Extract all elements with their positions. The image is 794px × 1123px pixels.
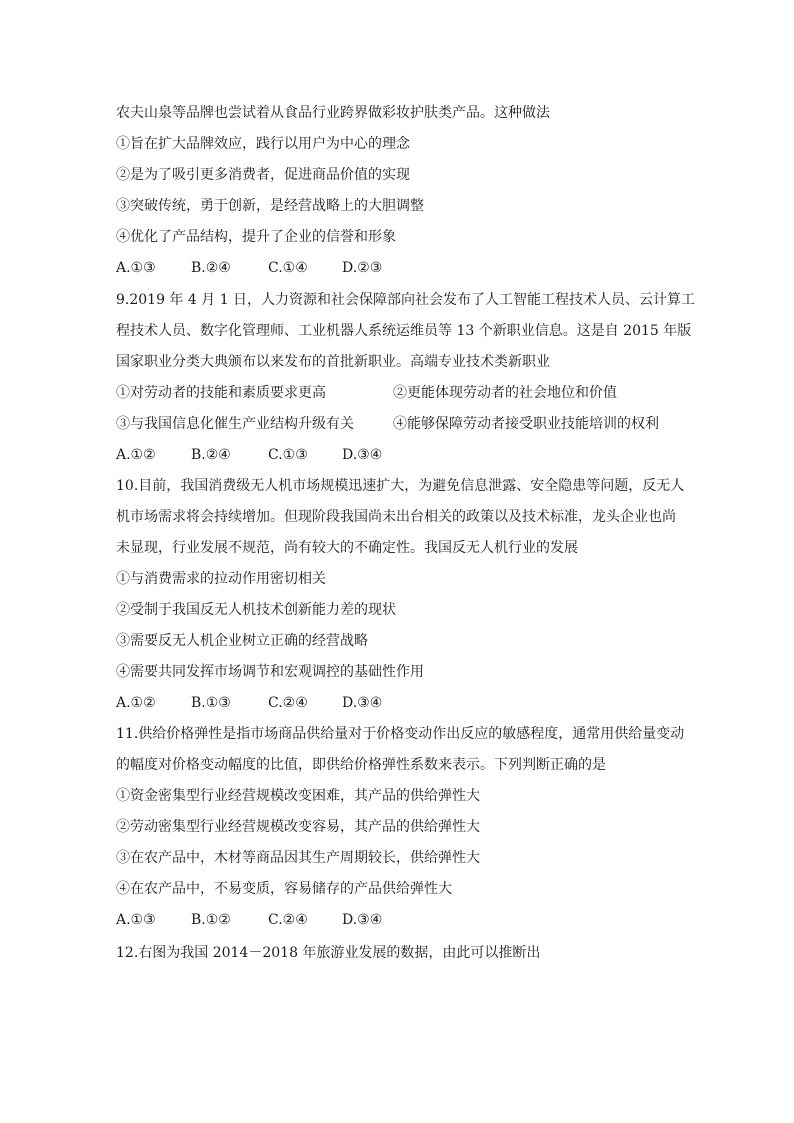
q10-option-a: A.①②: [116, 695, 156, 711]
q10-options: [116, 693, 382, 713]
q9-item-3: ③与我国信息化催生产业结构升级有关: [116, 416, 354, 432]
q9-option-b: B.②④: [191, 447, 231, 463]
q9-item-1: ①对劳动者的技能和素质要求更高: [116, 385, 326, 401]
q9-options: [116, 445, 382, 465]
q8-option-b: B.②④: [191, 260, 231, 276]
q10-stem-line-3: 未显现，行业发展不规范，尚有较大的不确定性。我国反无人机行业的发展: [116, 540, 578, 556]
q10-stem-line-2: 机市场需求将会持续增加。但现阶段我国尚未出台相关的政策以及技术标准，龙头企业也尚: [116, 509, 676, 525]
q9-option-c: C.①③: [268, 447, 308, 463]
q11-item-4: ④在农产品中，不易变质，容易储存的产品供给弹性大: [116, 881, 452, 897]
q10-option-b: B.①③: [191, 695, 231, 711]
q11-option-c: C.②④: [268, 912, 308, 928]
q8-option-d: D.②③: [342, 260, 383, 276]
q8-option-c: C.①④: [268, 260, 308, 276]
q11-item-3: ③在农产品中，木材等商品因其生产周期较长，供给弹性大: [116, 850, 480, 866]
q8-option-a: A.①③: [116, 260, 156, 276]
q9-stem-line-3: 国家职业分类大典颁布以来发布的首批新职业。高端专业技术类新职业: [116, 354, 550, 370]
q8-item-4: ④优化了产品结构，提升了企业的信誉和形象: [116, 229, 396, 245]
q10-option-c: C.②④: [268, 695, 308, 711]
q10-item-2: ②受制于我国反无人机技术创新能力差的现状: [116, 602, 396, 618]
q11-options: [116, 910, 382, 930]
q10-item-4: ④需要共同发挥市场调节和宏观调控的基础性作用: [116, 664, 424, 680]
q8-stem: 农夫山泉等品牌也尝试着从食品行业跨界做彩妆护肤类产品。这种做法: [116, 105, 550, 121]
q9-item-4: ④能够保障劳动者接受职业技能培训的权利: [393, 416, 659, 432]
q9-option-d: D.③④: [342, 447, 383, 463]
q9-items-row-1: [116, 383, 617, 403]
q8-options: [116, 258, 382, 278]
q10-item-3: ③需要反无人机企业树立正确的经营战略: [116, 633, 368, 649]
q11-item-2: ②劳动密集型行业经营规模改变容易，其产品的供给弹性大: [116, 819, 480, 835]
q11-item-1: ①资金密集型行业经营规模改变困难，其产品的供给弹性大: [116, 788, 480, 804]
q12-stem: 12.右图为我国 2014－2018 年旅游业发展的数据，由此可以推断出: [116, 945, 541, 961]
q10-stem-line-1: 10.目前，我国消费级无人机市场规模迅速扩大，为避免信息泄露、安全隐患等问题，反无人: [116, 478, 685, 494]
q10-item-1: ①与消费需求的拉动作用密切相关: [116, 571, 326, 587]
q9-stem-line-2: 程技术人员、数字化管理师、工业机器人系统运维员等 13 个新职业信息。这是自 2015 年版: [116, 323, 692, 339]
q11-stem-line-1: 11.供给价格弹性是指市场商品供给量对于价格变动作出反应的敏感程度，通常用供给量变动: [116, 726, 685, 742]
q11-option-d: D.③④: [342, 912, 383, 928]
q8-item-1: ①旨在扩大品牌效应，践行以用户为中心的理念: [116, 136, 410, 152]
q8-item-3: ③突破传统，勇于创新，是经营战略上的大胆调整: [116, 198, 424, 214]
q11-option-a: A.①③: [116, 912, 156, 928]
q11-option-b: B.①②: [191, 912, 231, 928]
q9-items-row-2: [116, 414, 659, 434]
q10-option-d: D.③④: [342, 695, 383, 711]
q9-item-2: ②更能体现劳动者的社会地位和价值: [393, 385, 617, 401]
q9-stem-line-1: 9.2019 年 4 月 1 日，人力资源和社会保障部向社会发布了人工智能工程技术人员、云计算工: [116, 292, 696, 308]
q8-item-2: ②是为了吸引更多消费者，促进商品价值的实现: [116, 167, 410, 183]
q9-option-a: A.①②: [116, 447, 156, 463]
q11-stem-line-2: 的幅度对价格变动幅度的比值，即供给价格弹性系数来表示。下列判断正确的是: [116, 757, 606, 773]
